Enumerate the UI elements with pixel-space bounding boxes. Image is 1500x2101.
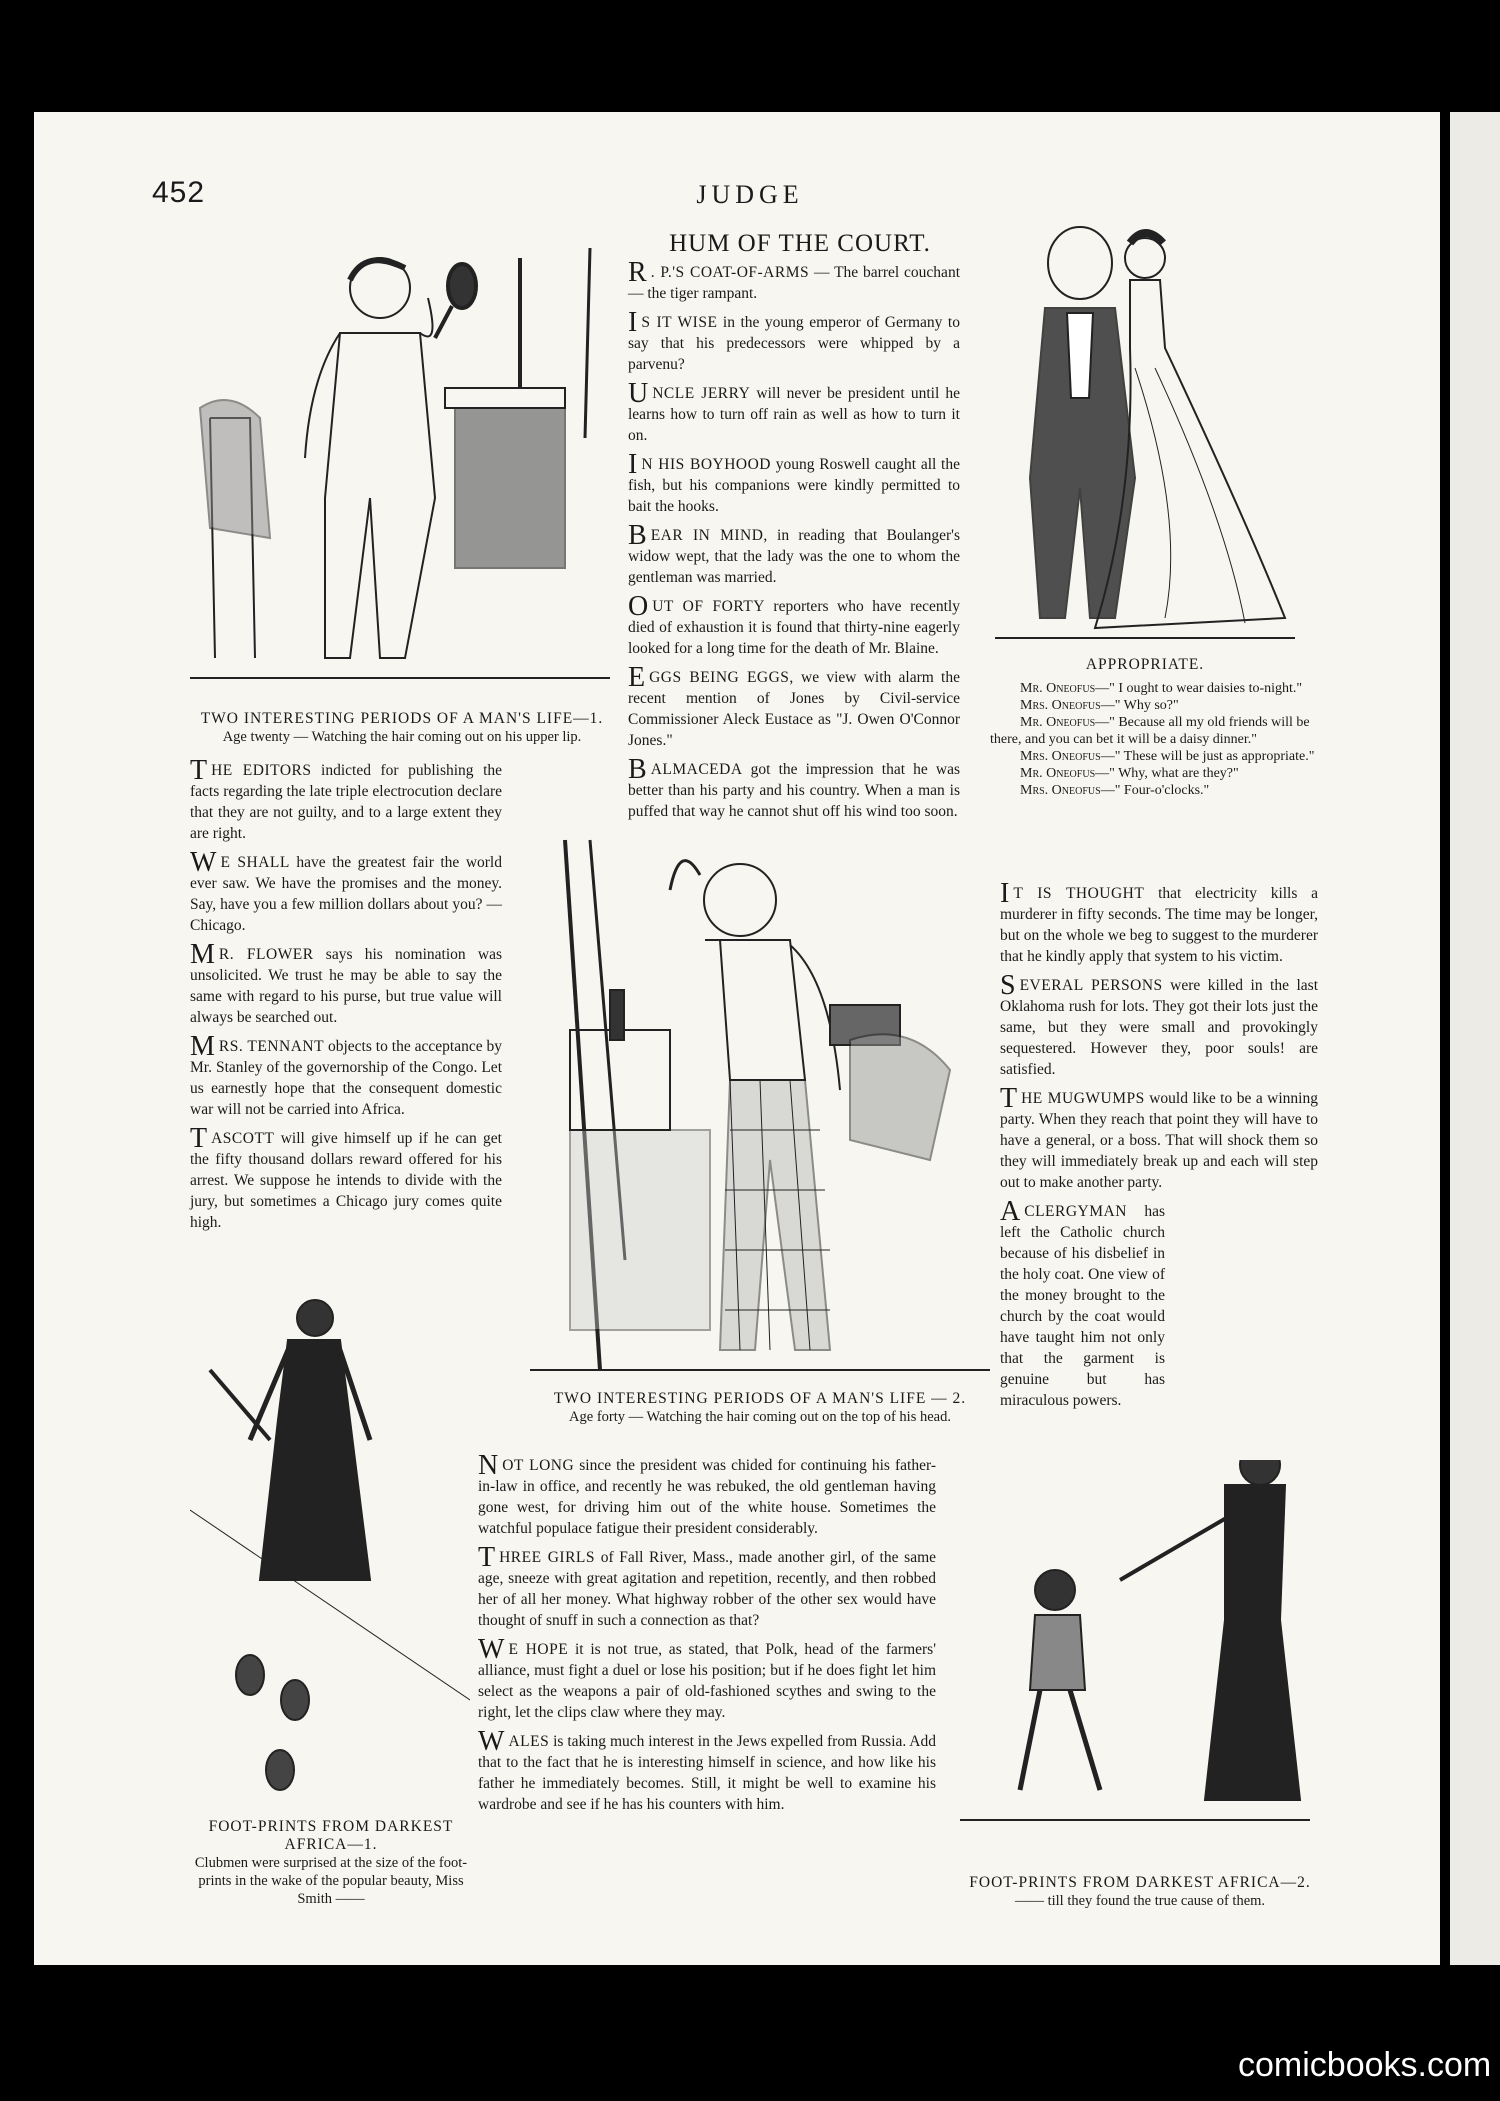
appropriate-dialog [990,680,1315,799]
paragraph: THE EDITORS indicted for publishing the facts regarding the late triple electrocution declare that they are not guilty, and to a large extent they are right. [190,755,503,842]
paragraph: TASCOTT will give himself up if he can get the fifty thousand dollars reward offered for his arrest. We suppose he intends to divide with the jury, but sometimes a Chicago jury comes quite high. [190,1123,502,1231]
paragraph: I S IT WISE in the young emperor of Germany to say that his predecessors were whipped by a parvenu? [628,307,960,373]
paragraph: R . P.'S COAT-OF-ARMS — The barrel couchant — the tiger rampant. [628,257,960,302]
paragraph: OUT OF FORTY reporters who have recently died of exhaustion it is found that thirty-nine eagerly looked for a long time for the death of Mr. Blaine. [628,591,960,657]
paragraph: A CLERGYMAN has left the Catholic church because of his disbelief in the holy coat. One view of the money brought to the church by the coat would have taught him not only that the garment is genuine but has miraculous powers. [1000,1196,1165,1409]
illustration-appropriate-couple [985,218,1305,658]
illustration-young-man-mirror [190,238,610,698]
caption-appropriate-title: APPROPRIATE. [1085,656,1205,673]
dialog-line: Mr. Oneofus—" Why, what are they?" [1020,766,1239,781]
column-bottom [478,1450,937,1823]
illustration-footprints-2 [960,1460,1310,1870]
paragraph: W E SHALL have the greatest fair the world ever saw. We have the promises and the money. Say, have you a few million dollars about you? — Chicago. [190,847,502,934]
dialog-line: Mr. Oneofus—" I ought to wear daisies to-night." [1020,681,1303,696]
facing-page-edge [1450,112,1500,1965]
page-gutter [1440,112,1450,1965]
dialog-line: Mr. Oneofus—" Because all my old friends will be there, and you can bet it will be a daisy dinner." [990,715,1310,747]
illustration-older-man-mirror [530,830,990,1380]
paragraph: M R. FLOWER says his nomination was unsolicited. We trust he may be able to say the same with regard to his purse, but true value will always be searched out. [190,939,502,1026]
column-right [1000,878,1318,1419]
paragraph: WALES is taking much interest in the Jews expelled from Russia. Add that to the fact that he is interesting himself in science, and how like his father he immediately becomes. Still, it might be well to examine his wardrobe and see if he has his counters with him. [478,1726,936,1813]
caption-periods-1-title: TWO INTERESTING PERIODS OF A MAN'S LIFE—1. [200,710,604,727]
paragraph: EGGS BEING EGGS, we view with alarm the recent mention of Jones by Civil-service Commissioner Aleck Eustace as "J. Owen O'Connor Jones." [628,662,960,749]
watermark-logo: comicbooks.com [1238,2046,1492,2084]
dialog-line: Mrs. Oneofus—" Why so?" [1020,698,1179,713]
page-number: 452 [152,176,206,209]
caption-periods-1-sub: Age twenty — Watching the hair coming out on his upper lip. [222,729,582,745]
paragraph: BEAR IN MIND, in reading that Boulanger's widow wept, that the lady was the one to whom the gentleman was married. [628,520,960,586]
column-left [190,755,503,1241]
caption-footprints-2-title: FOOT-PRINTS FROM DARKEST AFRICA—2. [969,1874,1311,1891]
caption-footprints-1-sub: Clubmen were surprised at the size of the foot-prints in the wake of the popular beauty, Miss Smith —— [194,1855,468,1907]
paragraph: I N HIS BOYHOOD young Roswell caught all the fish, but his companions were kindly permitted to bait the hooks. [628,449,960,515]
paragraph: BALMACEDA got the impression that he was better than his party and his country. When a man is puffed that way he cannot shut off his wind too soon. [628,754,960,820]
section-title: HUM OF THE COURT. [669,230,931,257]
caption-footprints-1-title: FOOT-PRINTS FROM DARKEST AFRICA—1. [208,1818,454,1853]
paragraph: W E HOPE it is not true, as stated, that Polk, head of the farmers' alliance, must fight a duel or lose his position; but if he does fight let him select as the weapons a pair of old-fashioned scythes and swing to the right, let the clips claw where they may. [478,1634,936,1721]
paragraph: THREE GIRLS of Fall River, Mass., made another girl, of the same age, sneeze with great agitation and repetition, recently, and then robbed her of all her money. What highway robber of the other sex would have thought of snuff in such a connection as that? [478,1542,937,1629]
caption-footprints-2-sub: —— till they found the true cause of them. [1014,1893,1266,1909]
caption-periods-2-sub: Age forty — Watching the hair coming out on the top of his head. [569,1409,951,1425]
caption-periods-2-title: TWO INTERESTING PERIODS OF A MAN'S LIFE — 2. [553,1390,967,1407]
paragraph: I T IS THOUGHT that electricity kills a murderer in fifty seconds. The time may be longer, but on the whole we beg to suggest to the murderer that he kindly apply that system to his victim. [1000,878,1318,965]
paragraph: UNCLE JERRY will never be president until he learns how to turn off rain as well as how to turn it on. [628,378,960,444]
column-middle [628,257,960,830]
dialog-line: Mrs. Oneofus—" Four-o'clocks." [1020,783,1210,798]
illustration-footprints-1 [190,1280,470,1810]
paragraph: MRS. TENNANT objects to the acceptance by Mr. Stanley of the governorship of the Congo. Let us earnestly hope that the consequent domestic war will not be carried into Africa. [190,1031,502,1118]
paragraph: THE MUGWUMPS would like to be a winning party. When they reach that point they will have to have a general, or a boss. That will shock them so they will immediately break up and each will step out to make another party. [1000,1083,1318,1191]
paragraph: NOT LONG since the president was chided for continuing his father-in-law in office, and recently he was rebuked, the old gentleman having gone west, for driving him out of the white house. Sometimes the watchful populace fatigue their president considerably. [478,1450,936,1537]
paragraph: SEVERAL PERSONS were killed in the last Oklahoma rush for lots. They got their lots just the same, but they were small and provokingly sequestered. However they, poor souls! are satisfied. [1000,970,1318,1078]
masthead: JUDGE [696,180,804,209]
dialog-line: Mrs. Oneofus—" These will be just as appropriate." [1020,749,1315,764]
